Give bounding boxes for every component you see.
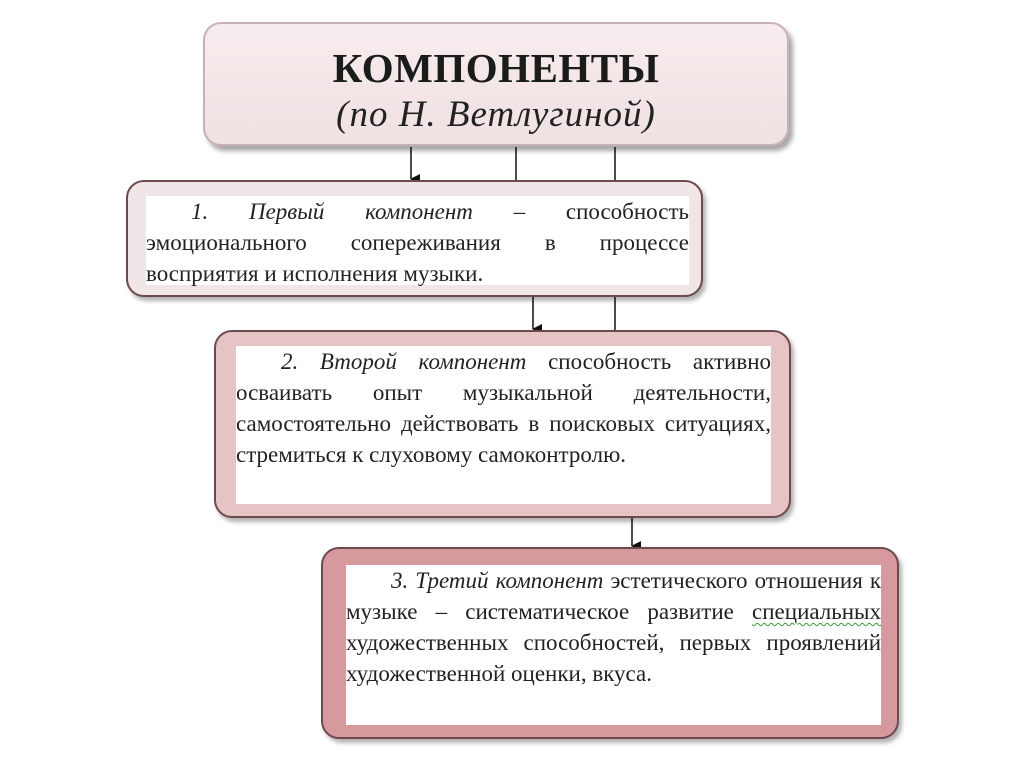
component-3-box xyxy=(321,547,899,739)
component-1-lead: 1. Первый компонент xyxy=(191,199,473,224)
component-3-body-before: эстетического отношения к музыке – систематическое развитие xyxy=(346,568,881,624)
component-1-box xyxy=(126,180,703,297)
component-3-text xyxy=(346,565,881,725)
component-3-spellcheck-word: специальных xyxy=(752,599,882,624)
title-main: КОМПОНЕНТЫ xyxy=(332,45,660,91)
component-2-lead: 2. Второй компонент xyxy=(281,349,527,374)
component-3-body-after: художественных способностей, первых проявлений художественной оценки, вкуса. xyxy=(346,630,881,686)
component-1-text xyxy=(146,196,689,285)
component-1-body: – способность эмоционального сопереживания в процессе восприятия и исполнения музыки. xyxy=(146,199,689,286)
component-2-box xyxy=(214,330,791,518)
component-3-lead: 3. Третий компонент xyxy=(391,568,604,593)
component-2-text xyxy=(236,346,771,504)
title-box xyxy=(203,22,789,146)
title-subtitle: (по Н. Ветлугиной) xyxy=(336,94,656,135)
component-2-body: способность активно осваивать опыт музыкальной деятельности, самостоятельно действовать в поисковых ситуациях, стремиться к слуховому самоконтролю. xyxy=(236,349,772,467)
